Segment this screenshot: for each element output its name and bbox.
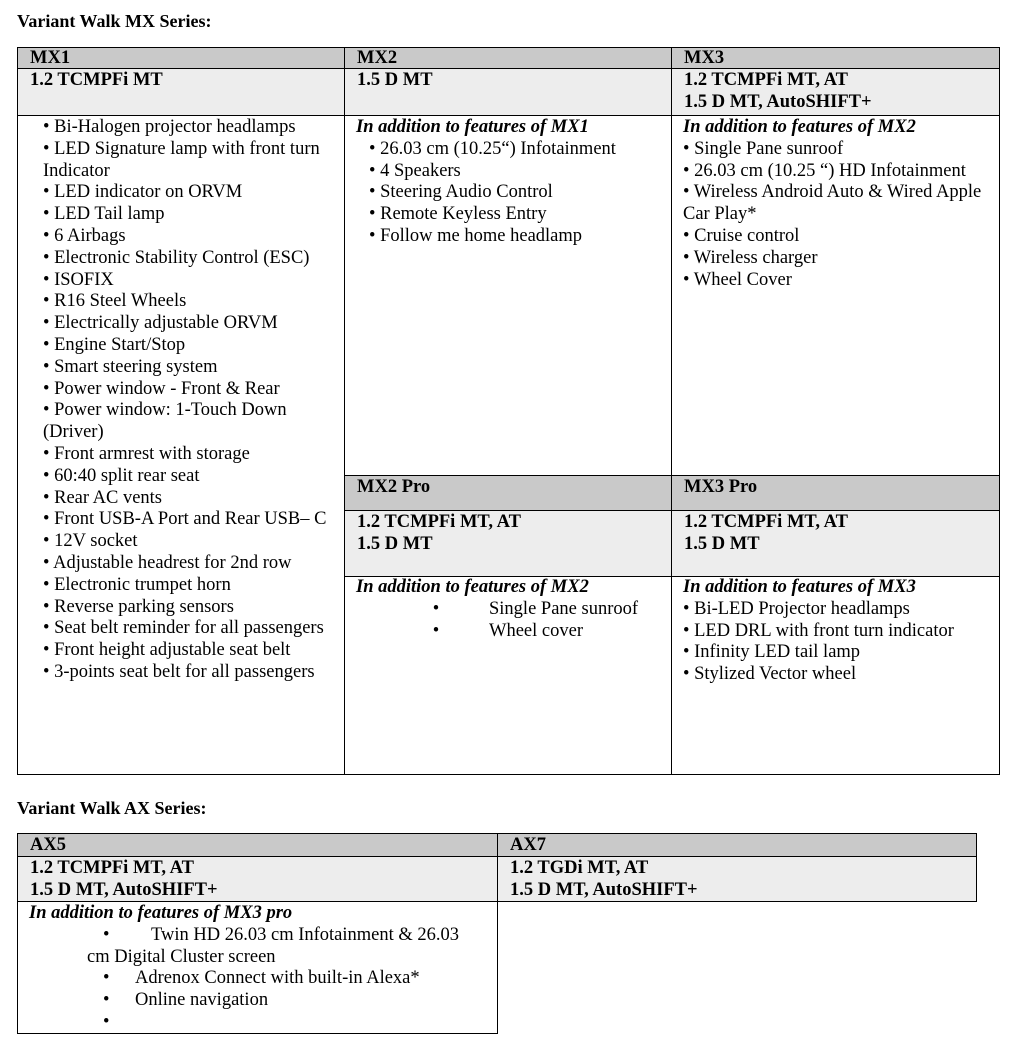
ax5-engine [17, 856, 498, 902]
feature-item: • Wireless Android Auto & Wired Apple Car Play* [683, 182, 982, 225]
feature-item: • Wheel Cover [683, 269, 792, 290]
feature-item: • Rear AC vents [43, 487, 163, 508]
mx3-engine-line: 1.5 D MT, AutoSHIFT+ [684, 92, 872, 112]
ax5-intro: In addition to features of MX3 pro [29, 903, 293, 923]
feature-item: • 12V socket [43, 531, 138, 552]
mx2pro-header [344, 475, 672, 511]
bullet: • [103, 990, 110, 1011]
feature-item: • Power window - Front & Rear [43, 378, 280, 399]
feature-item: • Infinity LED tail lamp [683, 642, 861, 663]
mx1-name: MX1 [30, 48, 71, 68]
mx2pro-feature-row [356, 599, 671, 621]
mx3pro-intro: In addition to features of MX3 [683, 577, 916, 597]
feature-item: • 26.03 cm (10.25“) Infotainment [369, 138, 616, 159]
feature-item: • Engine Start/Stop [43, 334, 186, 355]
feature-item: • LED DRL with front turn indicator [683, 620, 954, 641]
feature-item: • Electronic Stability Control (ESC) [43, 247, 310, 268]
mx3pro-engine [671, 510, 1000, 577]
feature-item: • ISOFIX [43, 269, 114, 290]
feature-item: • Remote Keyless Entry [369, 204, 547, 225]
mx2-intro: In addition to features of MX1 [356, 117, 589, 137]
feature-item: • Smart steering system [43, 356, 218, 377]
ax5-feature-row [29, 990, 497, 1012]
mx2-features [344, 115, 672, 476]
feature-item: • LED Tail lamp [43, 204, 165, 225]
feature-item: • Electrically adjustable ORVM [43, 313, 278, 334]
mx1-feature-list [43, 117, 344, 684]
mx3pro-feature-list [683, 599, 969, 686]
mx2pro-engine-line: 1.2 TCMPFi MT, AT [357, 512, 521, 532]
mx3pro-name: MX3 Pro [684, 477, 758, 497]
feature-item: • Adjustable headrest for 2nd row [43, 552, 292, 573]
feature-item: • LED indicator on ORVM [43, 182, 243, 203]
mx3-engine [671, 68, 1000, 116]
ax-series-title: Variant Walk AX Series: [17, 798, 207, 818]
mx3pro-header [671, 475, 1000, 511]
feature-item: • Single Pane sunroof [683, 138, 844, 159]
mx3pro-engine-line: 1.2 TCMPFi MT, AT [684, 512, 848, 532]
mx1-header [17, 47, 345, 69]
ax7-engine [497, 856, 977, 902]
ax5-feature: Online navigation [135, 990, 269, 1011]
mx2pro-feature: Wheel cover [489, 620, 583, 641]
feature-item: • Electronic trumpet horn [43, 574, 231, 595]
feature-item: • Follow me home headlamp [369, 225, 583, 246]
feature-item: • Stylized Vector wheel [683, 664, 857, 685]
ax5-engine-line: 1.2 TCMPFi MT, AT [30, 858, 194, 878]
feature-item: • Power window: 1-Touch Down (Driver) [43, 400, 287, 443]
feature-item: • Front USB-A Port and Rear USB– C [43, 509, 327, 530]
mx1-engine-line: 1.2 TCMPFi MT [30, 70, 163, 90]
feature-item: • 6 Airbags [43, 225, 126, 246]
bullet: • [103, 924, 110, 945]
mx3-features [671, 115, 1000, 476]
ax7-name: AX7 [510, 835, 546, 855]
ax5-engine-line: 1.5 D MT, AutoSHIFT+ [30, 880, 218, 900]
bullet: • [432, 620, 440, 641]
ax5-header [17, 833, 498, 857]
ax5-feature: Adrenox Connect with built-in Alexa* [135, 968, 420, 989]
mx2pro-feature: Single Pane sunroof [489, 598, 639, 619]
mx3pro-engine-line: 1.5 D MT [684, 534, 760, 554]
mx1-features [17, 115, 345, 775]
mx2pro-intro: In addition to features of MX2 [356, 577, 589, 597]
mx2pro-features [344, 576, 672, 775]
feature-item: • LED Signature lamp with front turn Indicator [43, 138, 320, 181]
mx2pro-engine [344, 510, 672, 577]
mx3-header [671, 47, 1000, 69]
mx-series-title: Variant Walk MX Series: [17, 11, 212, 31]
mx2-name: MX2 [357, 48, 398, 68]
mx2pro-name: MX2 Pro [357, 477, 431, 497]
ax7-header [497, 833, 977, 857]
ax5-feature: Twin HD 26.03 cm Infotainment & 26.03 [151, 924, 460, 945]
ax7-engine-line: 1.5 D MT, AutoSHIFT+ [510, 880, 698, 900]
ax5-feature: cm Digital Cluster screen [87, 946, 276, 967]
feature-item: • Front armrest with storage [43, 443, 250, 464]
ax5-feature-row [29, 947, 497, 969]
bullet: • [432, 598, 440, 619]
mx1-engine [17, 68, 345, 116]
mx3-intro: In addition to features of MX2 [683, 117, 916, 137]
ax5-name: AX5 [30, 835, 66, 855]
mx2-engine-line: 1.5 D MT [357, 70, 433, 90]
ax5-feature-row [29, 968, 497, 990]
mx3pro-features [671, 576, 1000, 775]
feature-item: • R16 Steel Wheels [43, 291, 187, 312]
ax5-features [17, 901, 498, 1034]
feature-item: • Front height adjustable seat belt [43, 640, 291, 661]
feature-item: • 60:40 split rear seat [43, 465, 200, 486]
feature-item: • Cruise control [683, 225, 800, 246]
feature-item: • Wireless charger [683, 247, 818, 268]
mx2-engine [344, 68, 672, 116]
feature-item: • Seat belt reminder for all passengers [43, 618, 324, 639]
ax7-engine-line: 1.2 TGDi MT, AT [510, 858, 649, 878]
feature-item: • 26.03 cm (10.25 “) HD Infotainment [683, 160, 966, 181]
ax5-feature-row [29, 925, 497, 947]
feature-item: • Bi-Halogen projector headlamps [43, 117, 296, 137]
mx2-feature-list [356, 139, 671, 248]
feature-item: • 4 Speakers [369, 160, 461, 181]
feature-item: • Bi-LED Projector headlamps [683, 598, 910, 619]
feature-item: • Reverse parking sensors [43, 596, 234, 617]
bullet: • [103, 1011, 110, 1032]
mx2-header [344, 47, 672, 69]
ax5-feature-row [29, 1012, 497, 1034]
mx3-name: MX3 [684, 48, 725, 68]
bullet: • [103, 968, 110, 989]
mx3-feature-list [683, 139, 985, 292]
feature-item: • Steering Audio Control [369, 182, 553, 203]
mx2pro-feature-row [356, 621, 671, 643]
mx3-engine-line: 1.2 TCMPFi MT, AT [684, 70, 848, 90]
feature-item: • 3-points seat belt for all passengers [43, 661, 315, 682]
mx2pro-engine-line: 1.5 D MT [357, 534, 433, 554]
